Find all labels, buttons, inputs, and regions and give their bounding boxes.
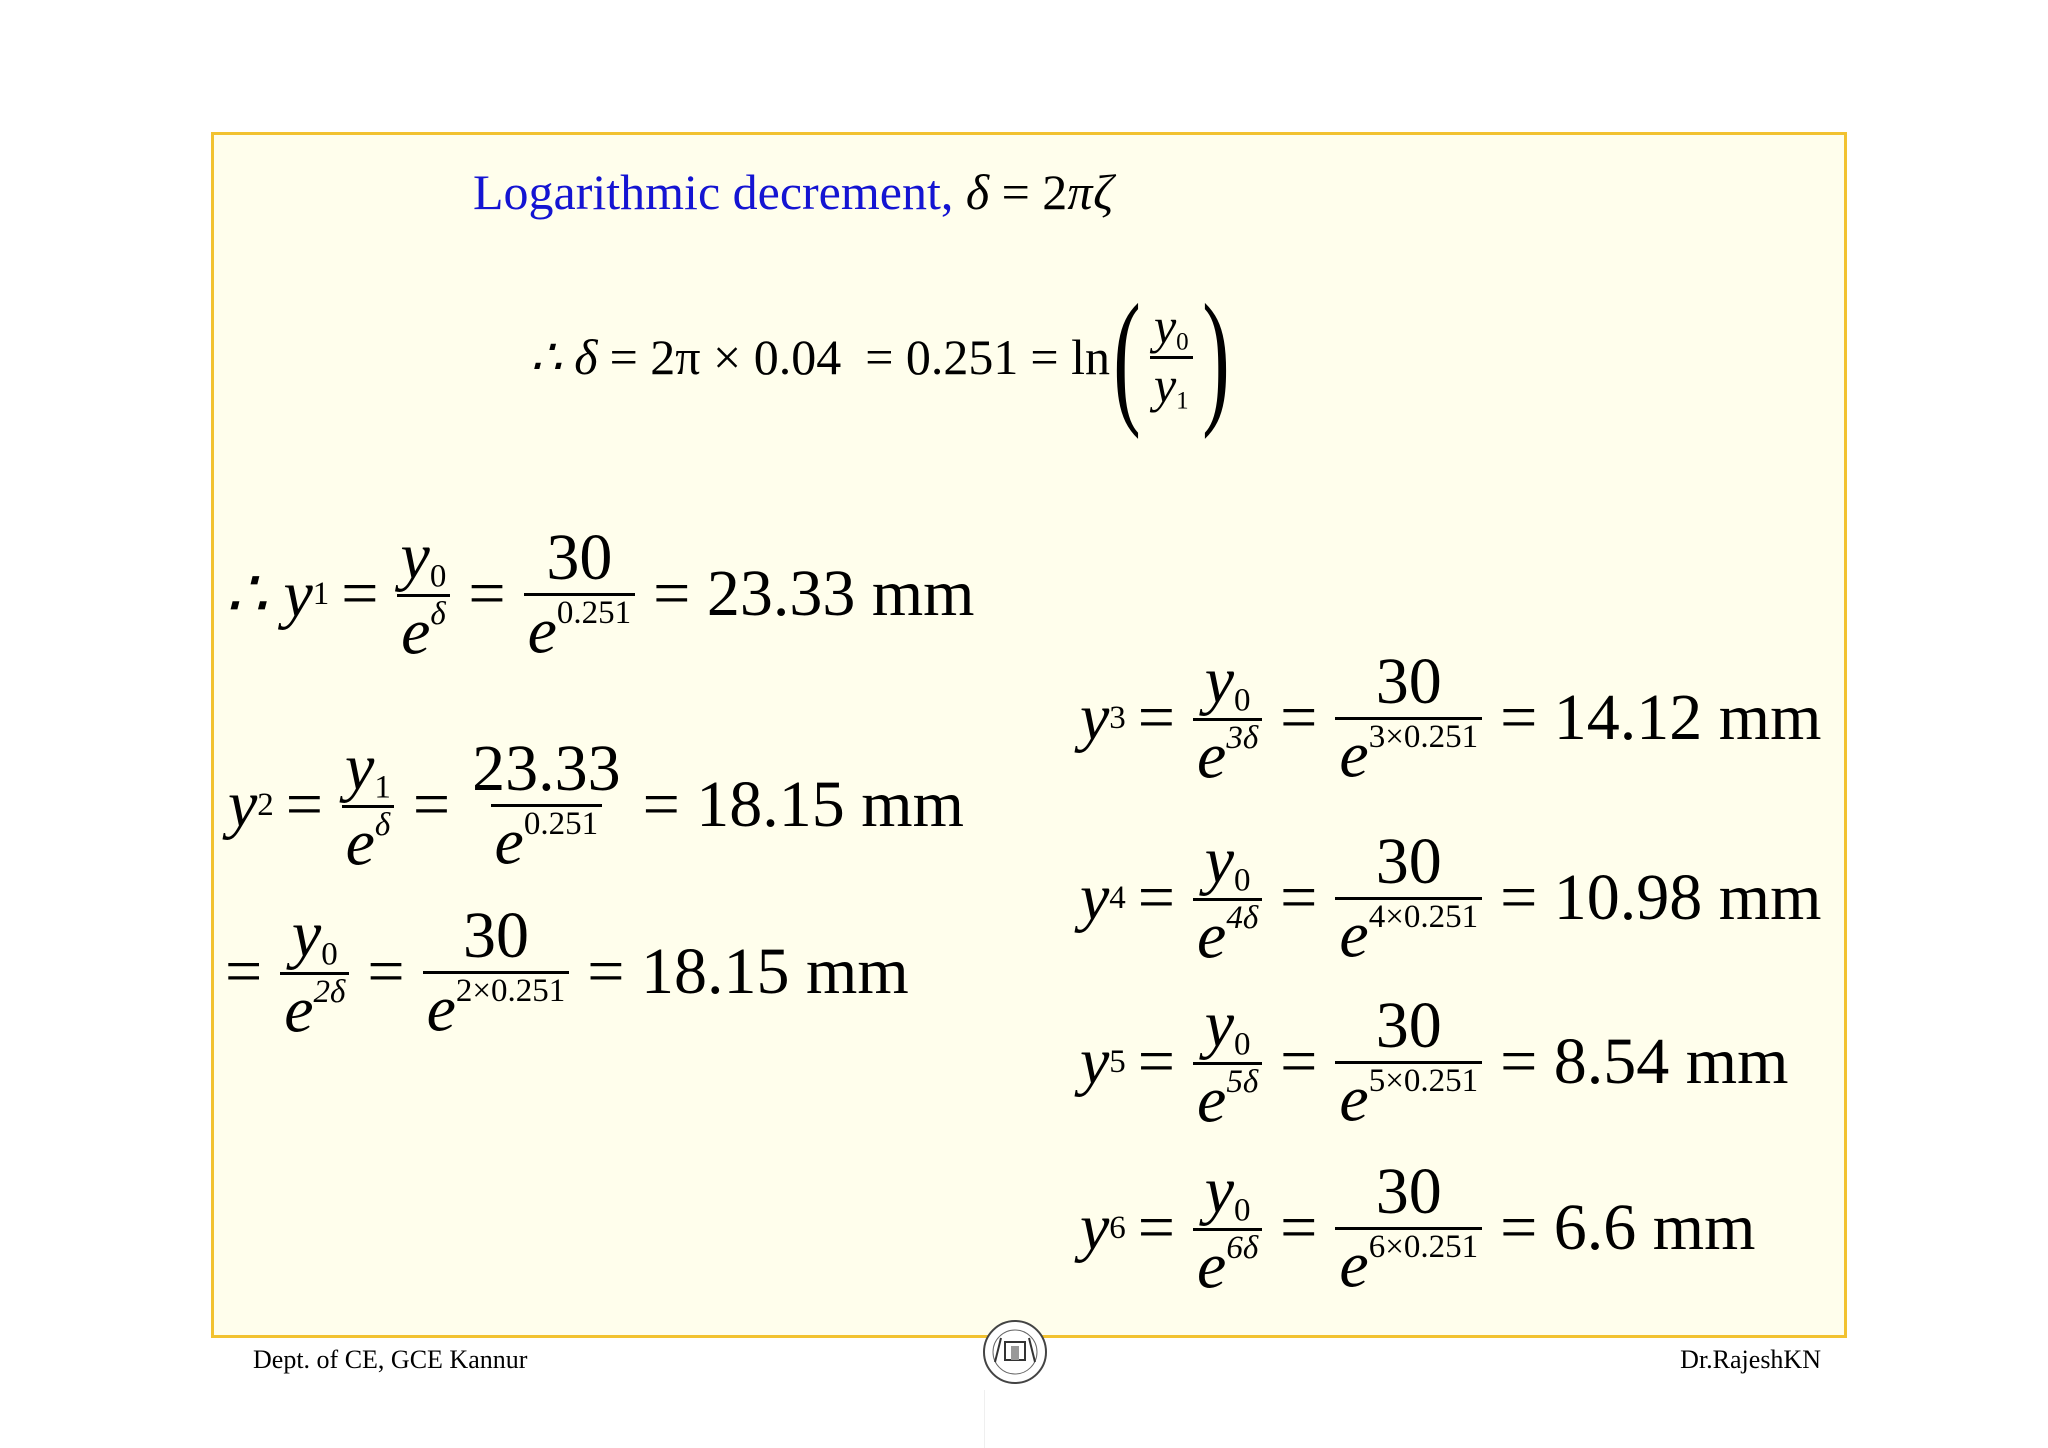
y5-result: = 8.54 mm	[1500, 1025, 1789, 1099]
y4-result: = 10.98 mm	[1500, 861, 1822, 935]
footer-right: Dr.RajeshKN	[1680, 1345, 1821, 1374]
equation-y4: y 4 = $\frac{y_0}{e^{4\delta}}$ = $\frac{30}{e^{4\times 0.251}}$ = 10.98 mm	[1080, 824, 1822, 973]
title-pi: π	[1067, 164, 1094, 220]
title-eq: = 2	[989, 164, 1068, 220]
equation-y5: y 5 = $\frac{y_0}{e^{5\delta}}$ = $\frac{30}{e^{5\times 0.251}}$ = 8.54 mm	[1080, 988, 1789, 1137]
slide-title	[473, 163, 1113, 221]
y3-result: = 14.12 mm	[1500, 681, 1822, 755]
delta-part2: = 0.251	[865, 329, 1019, 385]
delta-lhs: ∴ δ	[530, 329, 598, 385]
equation-y2: y 2 = $\frac{y_1}{e^\delta}$ = $\frac{23.33}{e^{0.251}}$ = 18.15 mm	[228, 731, 964, 880]
equation-y3: y 3 = $\frac{y_0}{e^{3\delta}}$ = $\frac{30}{e^{3\times 0.251}}$ = 14.12 mm	[1080, 644, 1822, 793]
equation-y2-expanded: = $\frac{y_0}{e^{2\delta}}$ = $\frac{30}{e^{2\times 0.251}}$ = 18.15 mm	[225, 898, 909, 1047]
y2b-result: = 18.15 mm	[587, 935, 909, 1009]
title-delta: δ	[965, 164, 990, 220]
y2-result: = 18.15 mm	[642, 768, 964, 842]
divider	[984, 1390, 985, 1448]
delta-ln: = ln	[1030, 329, 1110, 385]
college-emblem-icon	[981, 1318, 1049, 1386]
y6-result: = 6.6 mm	[1500, 1191, 1756, 1265]
equation-delta: ∴ δ = 2π × 0.04 = 0.251 = ln ( $\frac{y_0}{y_1}$ )	[530, 274, 1230, 440]
y1-result: = 23.33 mm	[653, 557, 975, 631]
title-zeta: ζ	[1093, 164, 1114, 220]
delta-fraction: $\frac{y_0}{y_1}$	[1150, 300, 1193, 414]
title-text: Logarithmic decrement,	[473, 164, 966, 220]
delta-part1: = 2π × 0.04	[609, 329, 842, 385]
equation-y1: ∴ y 1 = $\frac{y_0}{e^\delta}$ = $\frac{30}{e^{0.251}}$ = 23.33 mm	[225, 520, 975, 669]
footer-left: Dept. of CE, GCE Kannur	[253, 1345, 528, 1374]
equation-y6: y 6 = $\frac{y_0}{e^{6\delta}}$ = $\frac{30}{e^{6\times 0.251}}$ = 6.6 mm	[1080, 1154, 1756, 1303]
